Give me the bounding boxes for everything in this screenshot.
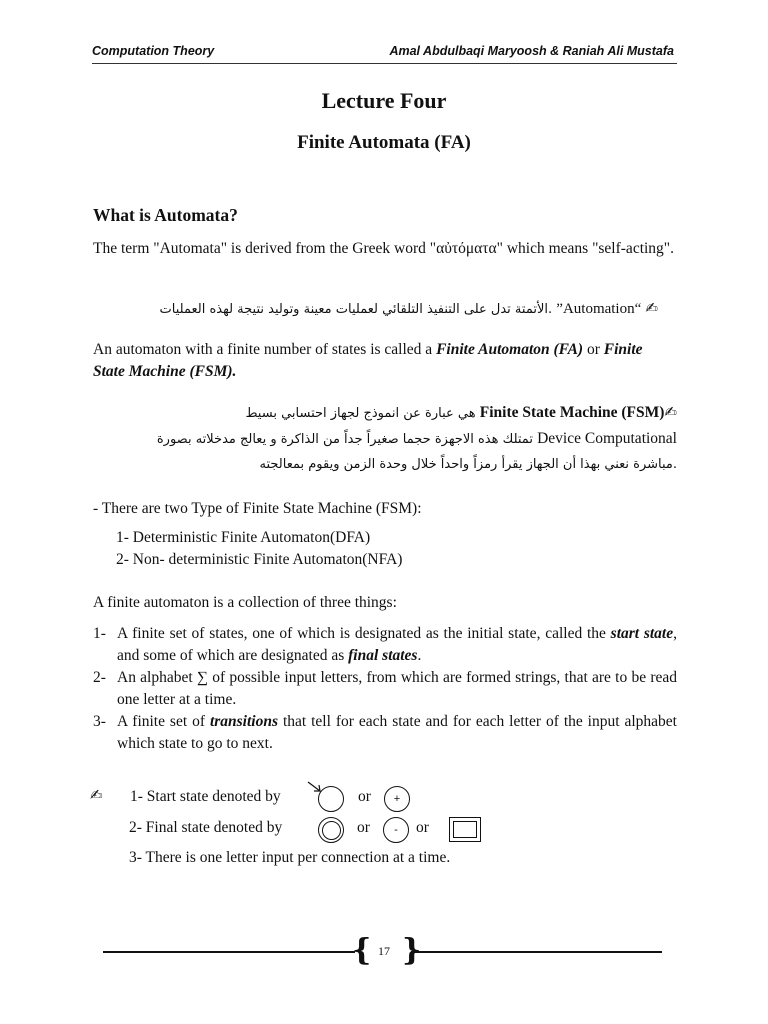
term-transitions: transitions	[209, 713, 278, 730]
note-text: 3- There is one letter input per connection at a time.	[129, 849, 451, 866]
fsm-term: Finite State Machine (FSM)	[479, 404, 665, 421]
list-number: 2-	[93, 669, 106, 686]
text-span: A finite set of states, one of which is designated as the initial state, called the	[117, 625, 611, 642]
arabic-line-1	[95, 400, 677, 426]
writing-hand-icon: ✍	[645, 299, 658, 317]
arabic-text: هي عبارة عن انموذج لجهاز احتسابي بسيط	[245, 406, 476, 421]
arabic-line-2	[95, 426, 677, 452]
list-item: 1- Deterministic Finite Automaton(DFA)	[116, 529, 371, 546]
note-connection	[90, 849, 450, 867]
automation-term: “Automation”	[556, 301, 642, 317]
fsm-type-list	[116, 527, 402, 571]
footer-brace-open: {	[352, 933, 372, 968]
arabic-text: .الأتمتة تدل على التنفيذ التلقائي لعمليات معينة وتوليد نتيجة لهذه العمليات	[159, 302, 553, 317]
list-number: 1-	[93, 625, 106, 642]
header-rule	[92, 63, 677, 64]
minus-state-circle-icon: -	[383, 817, 409, 843]
text-span: or	[583, 341, 604, 358]
list-item	[93, 623, 677, 667]
paragraph-fa-definition	[93, 339, 677, 383]
note-final-state	[90, 817, 490, 847]
list-number: 3-	[93, 713, 106, 730]
or-text: or	[416, 819, 429, 836]
arabic-line-3: .مباشرة نعني بهذا أن الجهاز يقرأ رمزاً واحداً خلال وحدة الزمن ويقوم بمعالجته	[259, 457, 677, 472]
arabic-text: تمتلك هذه الاجهزة حجما صغيراً جداً من الذاكرة و يعالج مدخلاته بصورة	[156, 432, 533, 447]
term-fa: Finite Automaton (FA)	[436, 341, 584, 358]
list-item: 2- Non- deterministic Finite Automaton(NFA)	[116, 551, 403, 568]
or-text: or	[357, 819, 370, 836]
footer-brace-close: }	[402, 933, 422, 968]
text-span: that tell for each state and for each letter of the input alphabet which state to go to next.	[117, 713, 677, 752]
writing-hand-icon: ✍	[90, 786, 103, 804]
or-text: or	[358, 788, 371, 805]
final-state-square-icon	[449, 817, 481, 842]
section-heading: What is Automata?	[93, 205, 238, 225]
note-text: 2- Final state denoted by	[129, 819, 283, 836]
list-item	[93, 711, 677, 755]
three-things-list	[93, 623, 677, 755]
note-text: 1- Start state denoted by	[130, 788, 281, 805]
lecture-subtitle: Finite Automata (FA)	[297, 132, 471, 153]
paragraph-fsm-types: - There are two Type of Finite State Machine (FSM):	[93, 500, 422, 517]
text-span: .	[417, 647, 422, 664]
page-number: 17	[378, 944, 390, 958]
term-fsm: Finite State Machine (FSM).	[93, 341, 643, 380]
term-start-state: start state	[610, 625, 674, 642]
final-state-double-circle-icon	[318, 817, 344, 843]
lecture-title: Lecture Four	[321, 88, 447, 113]
arabic-note-fsm	[95, 400, 677, 477]
start-state-circle-icon	[318, 786, 344, 812]
text-span: An automaton with a finite number of states is called a	[93, 341, 437, 358]
arabic-note-automation	[160, 299, 658, 318]
note-start-state	[90, 786, 420, 814]
device-term: Device Computational	[537, 430, 677, 447]
writing-hand-icon: ✍	[664, 403, 677, 421]
term-final-states: final states	[348, 647, 418, 664]
text-span: A finite set of	[117, 713, 210, 730]
plus-state-circle-icon: +	[384, 786, 410, 812]
running-header-left: Computation Theory	[92, 44, 215, 58]
running-header-right: Amal Abdulbaqi Maryoosh & Raniah Ali Mustafa	[389, 44, 674, 58]
text-span: , and some of which are designated as	[117, 625, 677, 664]
list-text: An alphabet ∑ of possible input letters, from which are formed strings, that are to be read one letter at a time.	[117, 669, 677, 708]
list-text	[117, 711, 677, 755]
paragraph-collection: A finite automaton is a collection of three things:	[93, 594, 397, 611]
list-item	[93, 667, 677, 711]
paragraph-automata-definition: The term "Automata" is derived from the Greek word "αὐτόματα" which means "self-acting".	[93, 240, 675, 257]
list-text	[117, 623, 677, 667]
